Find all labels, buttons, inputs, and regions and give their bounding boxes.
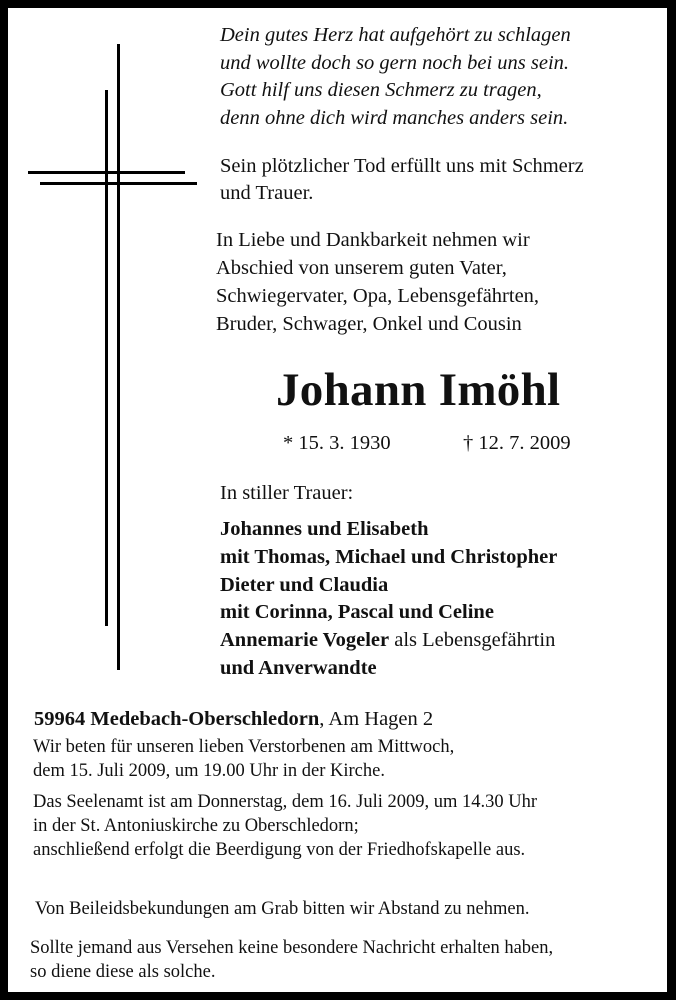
mourner-line: mit Corinna, Pascal und Celine xyxy=(220,601,494,624)
mourner-line: Annemarie Vogeler als Lebensgefährtin xyxy=(220,629,556,652)
notice-line: anschließend erfolgt die Beerdigung von der Friedhofskapelle aus. xyxy=(33,840,526,860)
notice-line: Das Seelenamt ist am Donnerstag, dem 16. Juli 2009, um 14.30 Uhr xyxy=(33,792,538,812)
intro-paragraph xyxy=(220,153,584,207)
mourner-line: Dieter und Claudia xyxy=(220,573,389,596)
mourners-list xyxy=(220,516,557,683)
mourner-line: Johannes und Elisabeth xyxy=(220,518,429,540)
condolences-notice: Von Beileidsbekundungen am Grab bitten wir Abstand zu nehmen. xyxy=(35,899,530,919)
farewell-line: Abschied von unserem guten Vater, xyxy=(216,257,507,279)
birth-date: * 15. 3. 1930 xyxy=(283,432,391,454)
address-city: 59964 Medebach-Oberschledorn xyxy=(34,708,320,730)
prayer-notice xyxy=(33,735,454,783)
address-street: , Am Hagen 2 xyxy=(319,708,434,730)
poem-line: Gott hilf uns diesen Schmerz zu tragen, xyxy=(220,79,542,101)
notice-line: Wir beten für unseren lieben Verstorbenen am Mittwoch, xyxy=(33,737,455,757)
mourner-line: und Anverwandte xyxy=(220,656,377,679)
requiem-notice xyxy=(33,790,537,862)
no-notice-disclaimer xyxy=(30,936,553,984)
mourners-heading: In stiller Trauer: xyxy=(220,482,354,504)
intro-line: Sein plötzlicher Tod erfüllt uns mit Schmerz xyxy=(220,155,584,177)
mourner-line: mit Thomas, Michael und Christopher xyxy=(220,545,558,568)
obituary-notice xyxy=(8,8,667,992)
death-date: † 12. 7. 2009 xyxy=(463,432,571,454)
memorial-poem xyxy=(220,22,571,132)
notice-line: in der St. Antoniuskirche zu Oberschledorn; xyxy=(33,816,359,836)
notice-line: so diene diese als solche. xyxy=(30,962,216,982)
family-address xyxy=(34,708,433,731)
poem-line: Dein gutes Herz hat aufgehört zu schlagen xyxy=(220,24,571,46)
poem-line: und wollte doch so gern noch bei uns sein. xyxy=(220,51,570,74)
deceased-name: Johann Imöhl xyxy=(276,364,561,416)
farewell-paragraph xyxy=(216,226,539,338)
farewell-line: Schwiegervater, Opa, Lebensgefährten, xyxy=(216,285,540,307)
intro-line: und Trauer. xyxy=(220,182,314,204)
notice-line: dem 15. Juli 2009, um 19.00 Uhr in der Kirche. xyxy=(33,761,385,781)
poem-line: denn ohne dich wird manches anders sein. xyxy=(220,106,569,129)
farewell-line: In Liebe und Dankbarkeit nehmen wir xyxy=(216,229,530,251)
farewell-line: Bruder, Schwager, Onkel und Cousin xyxy=(216,313,522,335)
notice-line: Sollte jemand aus Versehen keine besondere Nachricht erhalten haben, xyxy=(30,938,554,958)
